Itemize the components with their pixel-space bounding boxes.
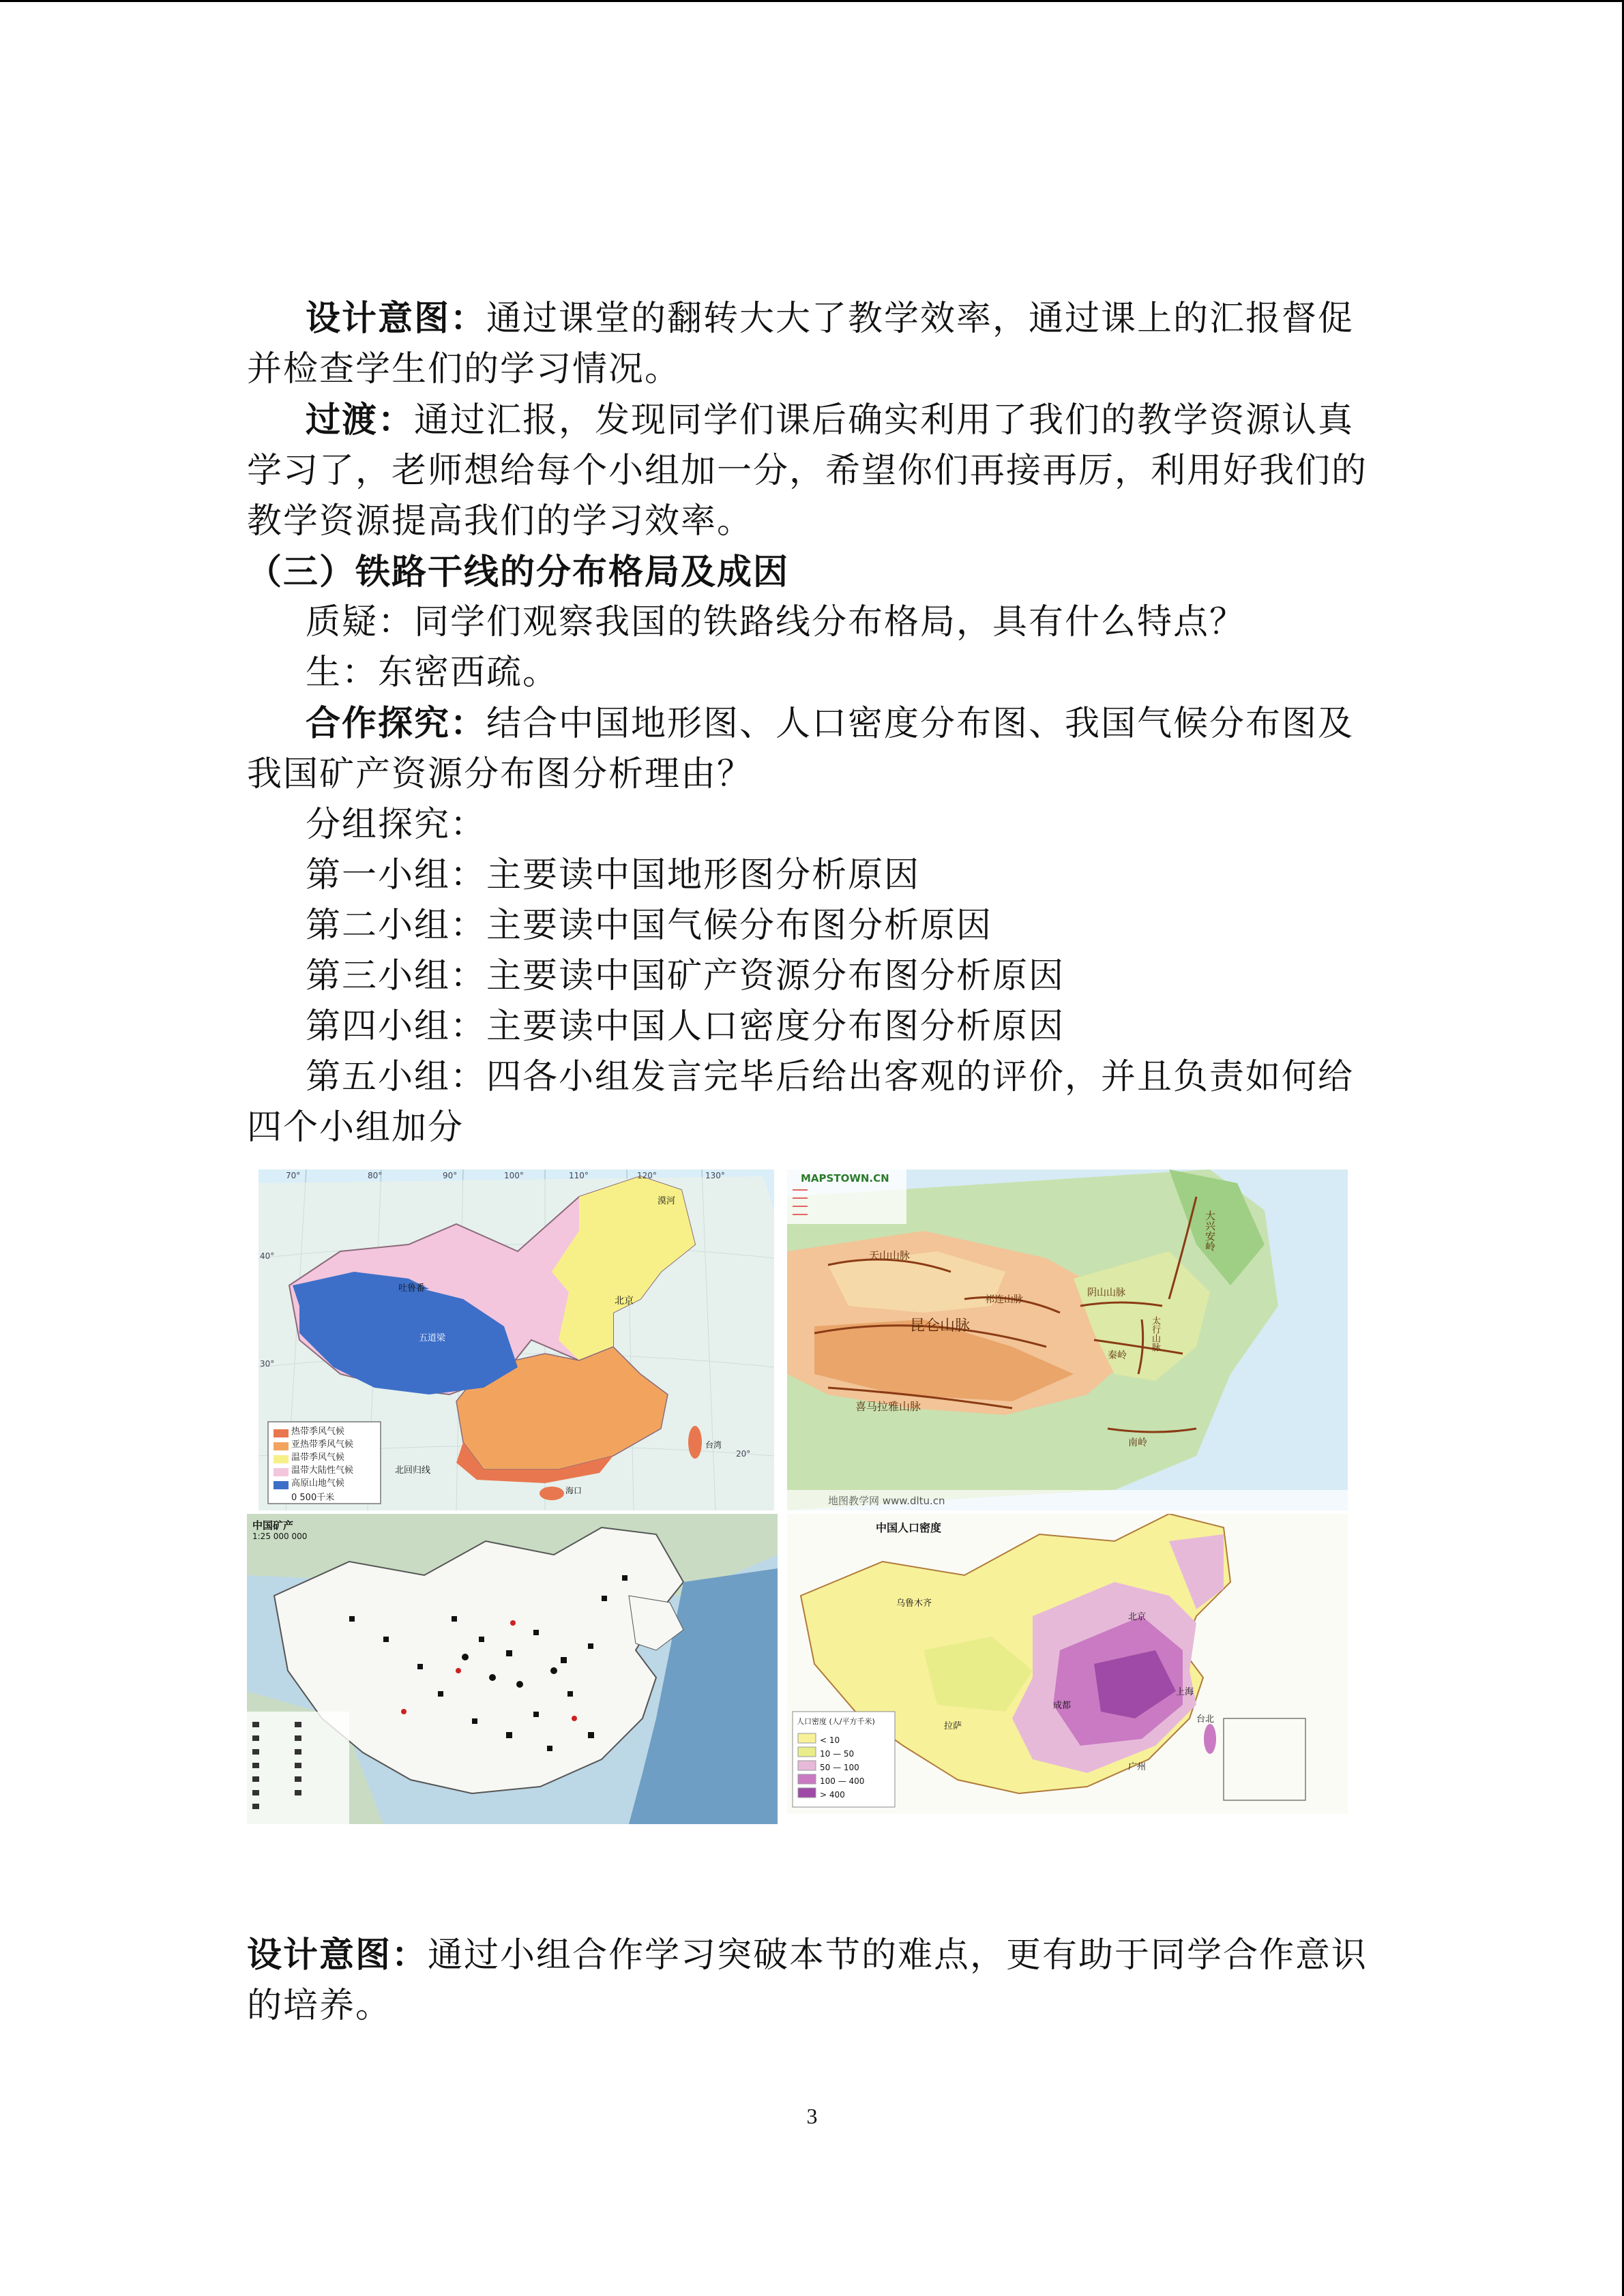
terrain-watermark-bottom: 地图教学网 www.dltu.cn bbox=[828, 1495, 945, 1507]
climate-lon-120: 120° bbox=[637, 1171, 657, 1180]
terrain-range-daxinganling: 大兴安岭 bbox=[1204, 1210, 1216, 1251]
terrain-range-tianshan: 天山山脉 bbox=[869, 1249, 911, 1262]
paragraph-group-2: 第二小组：主要读中国气候分布图分析原因 bbox=[306, 906, 993, 946]
population-place-taipei: 台北 bbox=[1196, 1714, 1215, 1725]
climate-place-beijing: 北京 bbox=[615, 1296, 634, 1307]
label-transition: 过渡： bbox=[306, 400, 415, 441]
terrain-range-taihang: 太行山脉 bbox=[1150, 1316, 1160, 1352]
population-density-map bbox=[787, 1514, 1348, 1814]
population-legend-labels bbox=[820, 1733, 864, 1802]
paragraph-cooperative-inquiry bbox=[247, 698, 1379, 800]
terrain-range-yinshan: 阴山山脉 bbox=[1087, 1287, 1125, 1298]
climate-legend-tropical: 热带季风气候 bbox=[291, 1427, 345, 1437]
climate-lon-80: 80° bbox=[368, 1171, 383, 1180]
text-design-intent: 通过课堂的翻转大大了教学效率，通过课上的汇报督促并检查学生们的学习情况。 bbox=[247, 299, 1355, 389]
climate-place-mohe: 漠河 bbox=[658, 1196, 676, 1206]
population-legend-3: 50 — 100 bbox=[820, 1763, 859, 1772]
population-legend-1: < 10 bbox=[820, 1735, 840, 1745]
terrain-range-qinling: 秦岭 bbox=[1108, 1350, 1127, 1361]
climate-lon-130: 130° bbox=[705, 1171, 725, 1180]
terrain-range-himalaya: 喜马拉雅山脉 bbox=[855, 1400, 921, 1413]
climate-place-wudaoliang: 五道梁 bbox=[419, 1333, 446, 1343]
population-place-chengdu: 成都 bbox=[1053, 1701, 1072, 1711]
climate-legend-subtropical: 亚热带季风气候 bbox=[291, 1440, 354, 1450]
population-place-lhasa: 拉萨 bbox=[944, 1721, 962, 1731]
page-top-border bbox=[0, 0, 1624, 2]
terrain-range-qilian: 祁连山脉 bbox=[985, 1294, 1023, 1305]
climate-lat-30: 30° bbox=[260, 1359, 275, 1369]
text-transition: 通过汇报，发现同学们课后确实利用了我们的教学资源认真学习了，老师想给每个小组加一分，希望你们再接再厉，利用好我们的教学资源提高我们的学习效率。 bbox=[247, 400, 1368, 541]
climate-lon-110: 110° bbox=[569, 1171, 589, 1180]
climate-lon-90: 90° bbox=[443, 1171, 458, 1180]
minerals-scale: 1:25 000 000 bbox=[252, 1532, 308, 1541]
population-place-shanghai: 上海 bbox=[1176, 1687, 1194, 1697]
climate-tropic-line: 北回归线 bbox=[395, 1465, 431, 1476]
climate-lon-100: 100° bbox=[504, 1171, 524, 1180]
climate-lat-40: 40° bbox=[260, 1251, 275, 1261]
body-text-lower bbox=[247, 1930, 1379, 2031]
paragraph-group-3: 第三小组：主要读中国矿产资源分布图分析原因 bbox=[306, 956, 1065, 996]
population-legend-5: > 400 bbox=[820, 1790, 845, 1800]
climate-map bbox=[259, 1169, 774, 1510]
population-legend-2: 10 — 50 bbox=[820, 1749, 855, 1759]
population-place-beijing: 北京 bbox=[1128, 1612, 1147, 1622]
paragraph-group-5: 第五小组：四各小组发言完毕后给出客观的评价，并且负责如何给四个小组加分 bbox=[247, 1057, 1355, 1148]
paragraph-student-answer: 生：东密西疏。 bbox=[306, 653, 559, 693]
label-cooperative-inquiry: 合作探究： bbox=[306, 703, 487, 744]
page-number: 3 bbox=[806, 2104, 818, 2128]
population-place-guangzhou: 广州 bbox=[1128, 1762, 1147, 1772]
terrain-watermark-top: MAPSTOWN.CN bbox=[801, 1172, 889, 1184]
paragraph-group-1: 第一小组：主要读中国地形图分析原因 bbox=[306, 855, 921, 895]
paragraph-design-intent bbox=[247, 293, 1379, 395]
climate-place-turpan: 吐鲁番 bbox=[398, 1283, 426, 1294]
climate-legend-plateau: 高原山地气候 bbox=[291, 1478, 345, 1489]
minerals-map bbox=[247, 1514, 778, 1824]
section-heading: （三）铁路干线的分布格局及成因 bbox=[247, 552, 790, 593]
climate-lat-20: 20° bbox=[736, 1449, 751, 1459]
paragraph-group-4: 第四小组：主要读中国人口密度分布图分析原因 bbox=[306, 1007, 1065, 1047]
climate-legend-temperate-monsoon: 温带季风气候 bbox=[291, 1452, 345, 1463]
climate-legend-continental: 温带大陆性气候 bbox=[291, 1465, 354, 1476]
population-legend-title: 人口密度 (人/平方千米) bbox=[797, 1717, 875, 1726]
maps-figure-grid bbox=[247, 1169, 1348, 1824]
terrain-range-kunlun: 昆仑山脉 bbox=[910, 1317, 971, 1335]
text-cooperative-inquiry: 结合中国地形图、人口密度分布图、我国气候分布图及我国矿产资源分布图分析理由？ bbox=[247, 704, 1355, 794]
terrain-map bbox=[787, 1169, 1348, 1510]
minerals-title: 中国矿产 bbox=[252, 1519, 294, 1532]
body-text-upper bbox=[247, 293, 1379, 1153]
paragraph-transition bbox=[247, 395, 1379, 547]
climate-scale: 0 500千米 bbox=[291, 1493, 335, 1503]
population-title: 中国人口密度 bbox=[876, 1521, 942, 1534]
climate-place-haikou: 海口 bbox=[565, 1486, 582, 1495]
paragraph-question: 质疑：同学们观察我国的铁路线分布格局，具有什么特点？ bbox=[306, 602, 1246, 642]
climate-place-taiwan: 台湾 bbox=[705, 1440, 722, 1450]
paragraph-group-inquiry: 分组探究： bbox=[306, 805, 487, 845]
text-design-intent-closing: 通过小组合作学习突破本节的难点，更有助于同学合作意识的培养。 bbox=[247, 1935, 1368, 2026]
paragraph-design-intent-closing bbox=[247, 1930, 1379, 2031]
climate-legend-labels bbox=[291, 1425, 353, 1504]
label-design-intent-closing: 设计意图： bbox=[247, 1935, 428, 1976]
climate-lon-70: 70° bbox=[286, 1171, 301, 1180]
population-legend-4: 100 — 400 bbox=[820, 1776, 865, 1786]
label-design-intent: 设计意图： bbox=[306, 298, 487, 339]
terrain-range-nanling: 南岭 bbox=[1128, 1437, 1147, 1448]
population-place-urumqi: 乌鲁木齐 bbox=[896, 1598, 932, 1609]
